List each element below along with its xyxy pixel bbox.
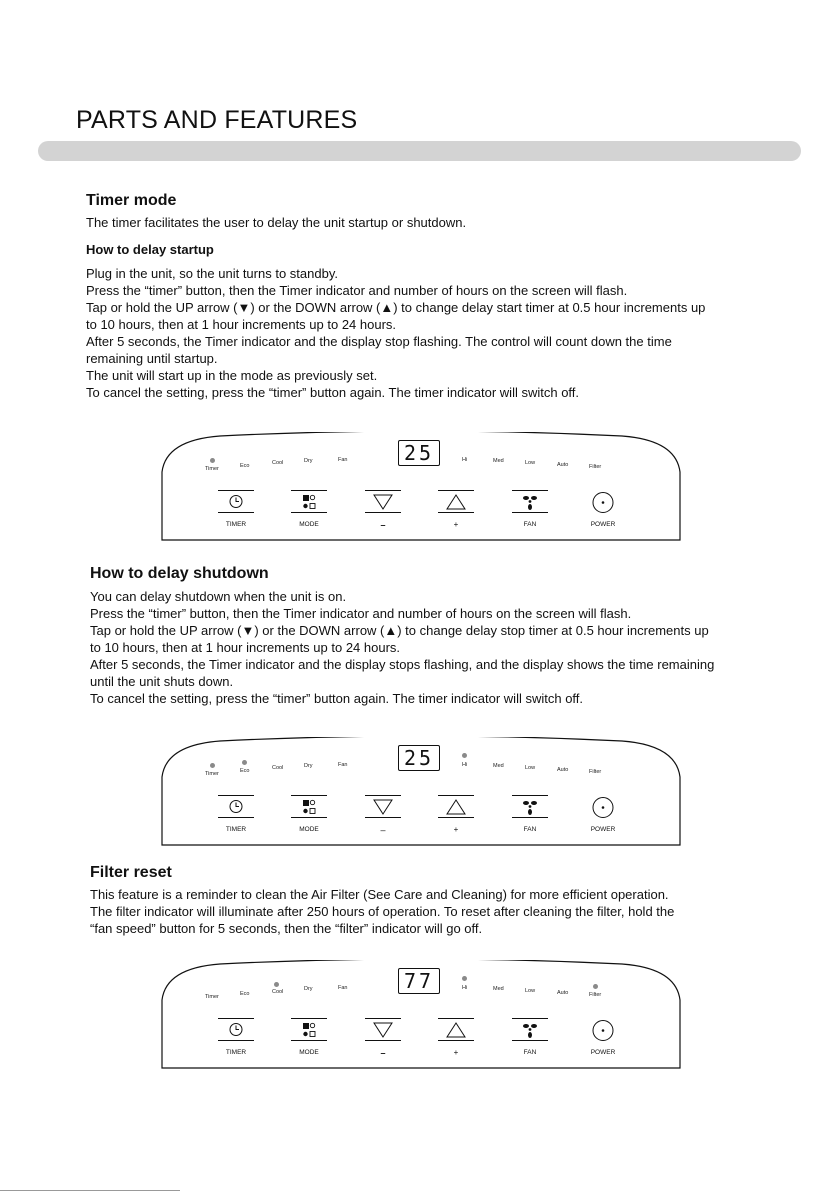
up-triangle-icon bbox=[438, 796, 474, 817]
fan-icon bbox=[512, 491, 548, 512]
filter-indicator-light bbox=[593, 984, 598, 989]
up-button[interactable] bbox=[438, 1018, 474, 1040]
up-button[interactable] bbox=[438, 795, 474, 817]
label-fan: Fan bbox=[338, 762, 348, 768]
clock-icon bbox=[218, 1019, 254, 1040]
hi-indicator-light bbox=[462, 976, 467, 981]
fan-icon bbox=[512, 1019, 548, 1040]
digital-display bbox=[398, 745, 440, 771]
timer-button[interactable] bbox=[218, 795, 254, 817]
text-line: The filter indicator will illuminate after 250 hours of operation. To reset after cleaning the filter, hold the bbox=[90, 904, 675, 919]
label-eco: Eco bbox=[240, 991, 250, 997]
text-line: Press the “timer” button, then the Timer indicator and number of hours on the screen will flash. bbox=[90, 606, 632, 621]
mode-button-label: MODE bbox=[299, 1049, 319, 1056]
display-digits: 77 bbox=[404, 969, 435, 993]
timer-mode-intro: The timer facilitates the user to delay the unit startup or shutdown. bbox=[86, 215, 467, 230]
label-auto: Auto bbox=[557, 990, 569, 996]
down-triangle-icon bbox=[365, 1019, 401, 1040]
up-button-label: + bbox=[453, 825, 459, 834]
text-line: until the unit shuts down. bbox=[90, 674, 234, 689]
down-triangle-icon bbox=[365, 491, 401, 512]
mode-icon bbox=[291, 491, 327, 512]
timer-button-label: TIMER bbox=[225, 1049, 247, 1056]
label-hi: Hi bbox=[462, 457, 468, 463]
power-icon bbox=[585, 793, 621, 819]
clock-icon bbox=[218, 796, 254, 817]
page-title: PARTS AND FEATURES bbox=[76, 106, 358, 134]
up-triangle-icon bbox=[438, 491, 474, 512]
text-line: Tap or hold the UP arrow (▼) or the DOWN arrow (▲) to change delay stop timer at 0.5 hour increments up bbox=[90, 623, 709, 638]
down-button[interactable] bbox=[365, 795, 401, 817]
filter-reset-heading: Filter reset bbox=[90, 864, 172, 881]
control-panel-3 bbox=[160, 960, 682, 1070]
up-button-label: + bbox=[453, 1048, 459, 1057]
mode-icon bbox=[291, 1019, 327, 1040]
digital-display bbox=[398, 968, 440, 994]
fan-button[interactable] bbox=[512, 490, 548, 512]
fan-icon bbox=[512, 796, 548, 817]
fan-button-label: FAN bbox=[523, 826, 537, 833]
power-button-label: POWER bbox=[590, 1049, 616, 1056]
mode-button-label: MODE bbox=[299, 521, 319, 528]
timer-mode-heading: Timer mode bbox=[86, 192, 177, 209]
cool-indicator-light bbox=[274, 982, 279, 987]
delay-shutdown-text bbox=[90, 588, 714, 707]
hi-indicator-light bbox=[462, 753, 467, 758]
label-eco: Eco bbox=[240, 463, 250, 469]
label-filter: Filter bbox=[589, 769, 602, 775]
fan-button[interactable] bbox=[512, 795, 548, 817]
down-button-label: – bbox=[380, 1048, 386, 1058]
text-line: remaining until startup. bbox=[86, 351, 218, 366]
mode-icon bbox=[291, 796, 327, 817]
clock-icon bbox=[218, 491, 254, 512]
text-line: to 10 hours, then at 1 hour increments up to 24 hours. bbox=[86, 317, 397, 332]
label-dry: Dry bbox=[304, 986, 313, 992]
down-button[interactable] bbox=[365, 1018, 401, 1040]
digital-display bbox=[398, 440, 440, 466]
fan-button-label: FAN bbox=[523, 521, 537, 528]
text-line: Plug in the unit, so the unit turns to standby. bbox=[86, 266, 338, 281]
display-digits: 25 bbox=[404, 746, 435, 770]
power-button[interactable] bbox=[585, 490, 621, 512]
down-button-label: – bbox=[380, 825, 386, 835]
text-line: Press the “timer” button, then the Timer indicator and number of hours on the screen will flash. bbox=[86, 283, 628, 298]
text-line: “fan speed” button for 5 seconds, then the “filter” indicator will go off. bbox=[90, 921, 483, 936]
text-line: You can delay shutdown when the unit is on. bbox=[90, 589, 347, 604]
label-fan: Fan bbox=[338, 985, 348, 991]
control-panel-1 bbox=[160, 432, 682, 542]
timer-button[interactable] bbox=[218, 1018, 254, 1040]
up-button[interactable] bbox=[438, 490, 474, 512]
down-button[interactable] bbox=[365, 490, 401, 512]
title-divider-bar bbox=[38, 141, 801, 161]
control-panel-2 bbox=[160, 737, 682, 847]
delay-startup-text bbox=[86, 265, 705, 401]
label-auto: Auto bbox=[557, 462, 569, 468]
mode-button[interactable] bbox=[291, 490, 327, 512]
label-dry: Dry bbox=[304, 763, 313, 769]
label-auto: Auto bbox=[557, 767, 569, 773]
timer-button-label: TIMER bbox=[225, 521, 247, 528]
up-button-label: + bbox=[453, 520, 459, 529]
label-low: Low bbox=[525, 460, 536, 466]
mode-button[interactable] bbox=[291, 1018, 327, 1040]
label-timer: Timer bbox=[205, 771, 219, 777]
eco-indicator-light bbox=[242, 760, 247, 765]
mode-button-label: MODE bbox=[299, 826, 319, 833]
mode-button[interactable] bbox=[291, 795, 327, 817]
fan-button-label: FAN bbox=[523, 1049, 537, 1056]
display-digits: 25 bbox=[404, 441, 435, 465]
timer-button-label: TIMER bbox=[225, 826, 247, 833]
text-line: Tap or hold the UP arrow (▼) or the DOWN arrow (▲) to change delay start timer at 0.5 hour increments up bbox=[86, 300, 706, 315]
label-cool: Cool bbox=[272, 460, 284, 466]
filter-reset-text bbox=[90, 886, 674, 937]
text-line: After 5 seconds, the Timer indicator and the display stops flashing, and the display shows the time remaining bbox=[90, 657, 715, 672]
label-filter: Filter bbox=[589, 992, 602, 998]
label-cool: Cool bbox=[272, 765, 284, 771]
label-low: Low bbox=[525, 988, 536, 994]
label-med: Med bbox=[493, 458, 504, 464]
power-icon bbox=[585, 1016, 621, 1042]
timer-indicator-light bbox=[210, 458, 215, 463]
label-fan: Fan bbox=[338, 457, 348, 463]
text-line: to 10 hours, then at 1 hour increments up to 24 hours. bbox=[90, 640, 401, 655]
label-dry: Dry bbox=[304, 458, 313, 464]
power-icon bbox=[585, 488, 621, 514]
timer-button[interactable] bbox=[218, 490, 254, 512]
delay-shutdown-heading: How to delay shutdown bbox=[90, 565, 269, 582]
power-button-label: POWER bbox=[590, 826, 616, 833]
text-line: The unit will start up in the mode as previously set. bbox=[86, 368, 378, 383]
up-triangle-icon bbox=[438, 1019, 474, 1040]
text-line: To cancel the setting, press the “timer” button again. The timer indicator will switch off. bbox=[90, 691, 584, 706]
label-filter: Filter bbox=[589, 464, 602, 470]
label-med: Med bbox=[493, 986, 504, 992]
footer-rule bbox=[0, 1190, 180, 1191]
down-button-label: – bbox=[380, 520, 386, 530]
label-hi: Hi bbox=[462, 985, 468, 991]
label-hi: Hi bbox=[462, 762, 468, 768]
label-low: Low bbox=[525, 765, 536, 771]
label-eco: Eco bbox=[240, 768, 250, 774]
down-triangle-icon bbox=[365, 796, 401, 817]
delay-startup-heading: How to delay startup bbox=[86, 242, 214, 257]
power-button[interactable] bbox=[585, 1018, 621, 1040]
timer-indicator-light bbox=[210, 763, 215, 768]
fan-button[interactable] bbox=[512, 1018, 548, 1040]
text-line: After 5 seconds, the Timer indicator and the display stop flashing. The control will count down the time bbox=[86, 334, 672, 349]
label-med: Med bbox=[493, 763, 504, 769]
text-line: This feature is a reminder to clean the Air Filter (See Care and Cleaning) for more efficient operation. bbox=[90, 887, 669, 902]
power-button[interactable] bbox=[585, 795, 621, 817]
text-line: To cancel the setting, press the “timer” button again. The timer indicator will switch off. bbox=[86, 385, 580, 400]
label-timer: Timer bbox=[205, 466, 219, 472]
label-timer: Timer bbox=[205, 994, 219, 1000]
label-cool: Cool bbox=[272, 989, 284, 995]
power-button-label: POWER bbox=[590, 521, 616, 528]
